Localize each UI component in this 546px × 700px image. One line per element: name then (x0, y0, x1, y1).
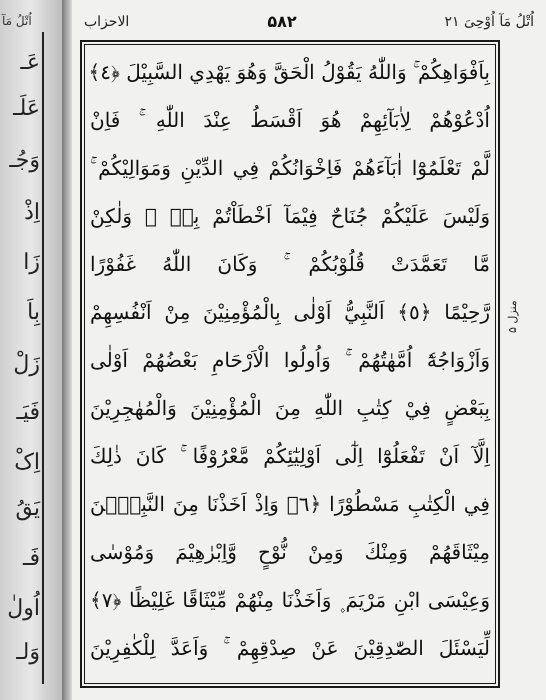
verse-line: بِاَفْوَاهِكُمْ ۚ وَاللّٰهُ يَقُوْلُ الْحَقَّ وَهُوَ يَهْدِي السَّبِيْلَ ﴿٤﴾ (88, 60, 490, 84)
page-number: ۵۸۲ (267, 12, 297, 31)
manzil-marker: منزل ۵ (506, 300, 519, 333)
verse-line: وَاَزْوَاجُهٗٓ اُمَّهٰتُهُمْ ۚ وَاُولُوا الْاَرْحَامِ بَعْضُهُمْ اَوْلٰى (90, 348, 490, 372)
adjacent-fragment: عَـ (20, 50, 40, 75)
adjacent-fragment: وَلـ (16, 640, 40, 665)
verse-line: وَعِيْسَى ابْنِ مَرْيَمَ ۪ وَاَخَذْنَا مِنْهُمْ مِّيْثَاقًا غَلِيْظًا ﴿٧﴾ (90, 588, 490, 612)
adjacent-fragment: فَیَـ (16, 400, 40, 425)
adjacent-page (0, 0, 62, 700)
quran-page (72, 0, 546, 700)
verse-line: مِيْثَاقَهُمْ وَمِنْكَ وَمِنْ نُّوْحٍ وَّاِبْرٰهِيْمَ وَمُوْسٰى (90, 540, 490, 564)
verse-line: وَلَيْسَ عَلَيْكُمْ جُنَاحٌ فِيْمَآ اَخْطَاْتُمْ بِهٖ ۙ وَلٰكِنْ (90, 204, 490, 228)
adjacent-fragment: زَا (23, 250, 40, 275)
adjacent-fragment: بِاَ (27, 300, 40, 325)
adjacent-fragment: یَقُ (15, 496, 40, 521)
adjacent-fragment: عَلَـ (13, 96, 40, 121)
adjacent-fragment: اُولٰ (7, 596, 40, 621)
page-header (72, 12, 546, 36)
verse-line: فِي الْكِتٰبِ مَسْطُوْرًا ﴿٦﴾ وَاِذْ اَخَذْنَا مِنَ النَّبِيّٖنَ (90, 492, 490, 516)
adjacent-page-border (42, 32, 44, 684)
adjacent-fragment: وَجُـ (9, 148, 40, 173)
adjacent-fragment: اِذْ (24, 200, 40, 225)
verse-line: بِبَعْضٍ فِيْ كِتٰبِ اللّٰهِ مِنَ الْمُؤْمِنِيْنَ وَالْمُهٰجِرِيْنَ (90, 396, 490, 420)
verse-line: لَّمْ تَعْلَمُوْٓا اٰبَآءَهُمْ فَاِخْوَانُكُمْ فِي الدِّيْنِ وَمَوَالِيْكُمْ ۚ (90, 156, 490, 180)
surah-name: الاحزاب (84, 14, 130, 30)
adjacent-fragment: اِکْ (14, 450, 40, 475)
adjacent-fragment: زَلْ (13, 352, 40, 377)
verse-line: اُدْعُوْهُمْ لِاٰبَآئِهِمْ هُوَ اَقْسَطُ عِنْدَ اللّٰهِ ۚ فَاِنْ (90, 108, 490, 132)
adjacent-fragment: فَـ (23, 546, 40, 571)
juz-name: اُتْلُ مَآ اُوْحِیَ ۲۱ (444, 14, 534, 30)
book-gutter (62, 0, 72, 700)
verse-line: رَّحِيْمًا ﴿٥﴾ اَلنَّبِيُّ اَوْلٰى بِالْمُؤْمِنِيْنَ مِنْ اَنْفُسِهِمْ (90, 300, 490, 324)
verse-line: لِّيَسْئَلَ الصّٰدِقِيْنَ عَنْ صِدْقِهِمْ ۚ وَاَعَدَّ لِلْكٰفِرِيْنَ (90, 636, 490, 660)
verse-line: اِلَّآ اَنْ تَفْعَلُوْٓا اِلٰٓى اَوْلِيٰٓئِكُمْ مَّعْرُوْفًا ۚ كَانَ ذٰلِكَ (90, 444, 490, 468)
verse-line: مَّا تَعَمَّدَتْ قُلُوْبُكُمْ ۚ وَكَانَ اللّٰهُ غَفُوْرًا (90, 252, 490, 276)
adjacent-page-header: اُتْلُ مَآ (2, 14, 32, 28)
